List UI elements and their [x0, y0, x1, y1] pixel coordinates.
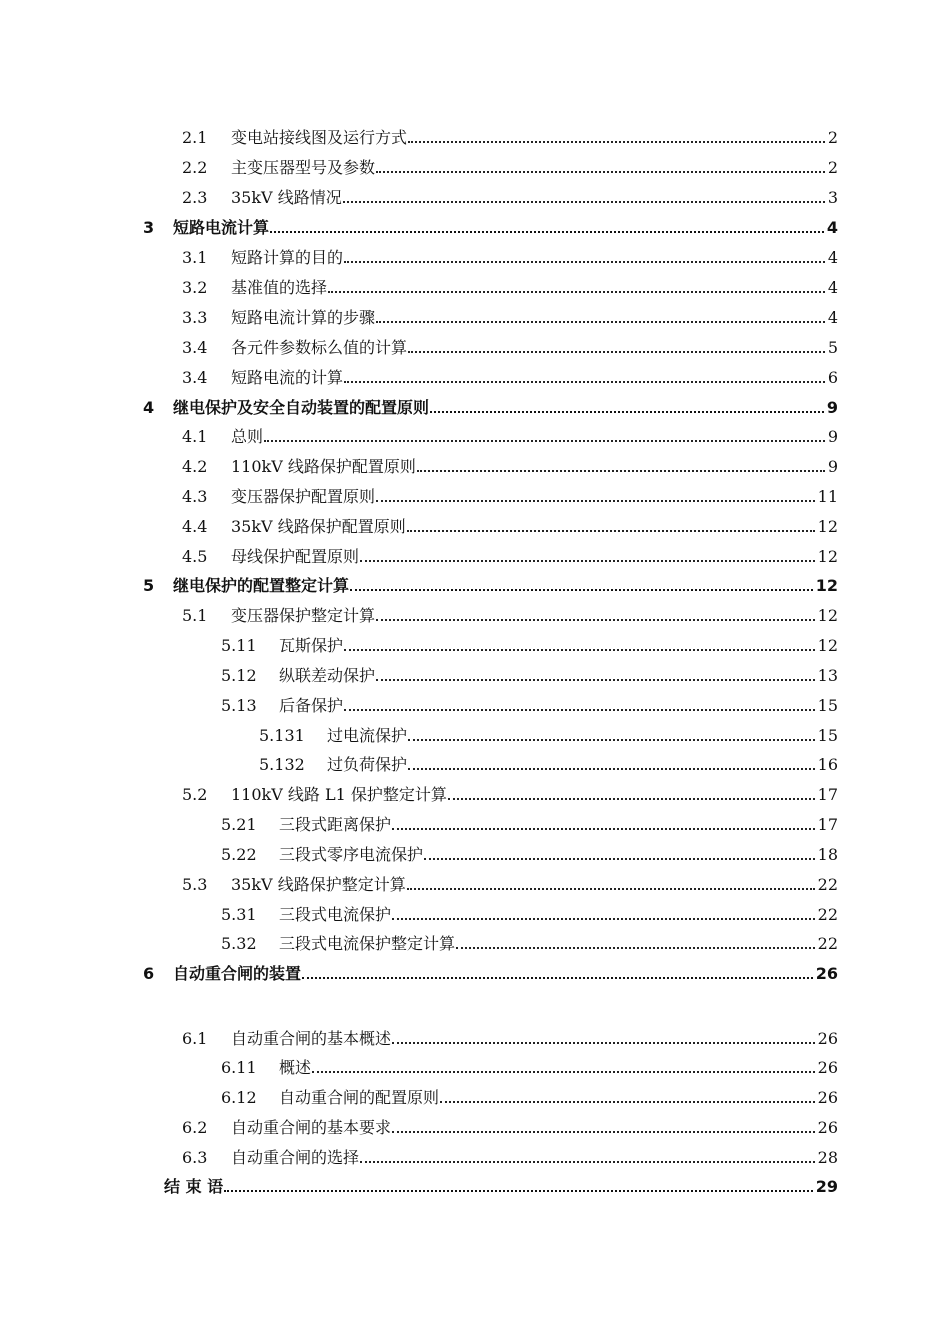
- toc-entry-number: 2.2: [182, 158, 208, 177]
- toc-entry[interactable]: [221, 632, 838, 656]
- toc-entry[interactable]: [182, 124, 838, 148]
- toc-entry-number: 3: [143, 218, 155, 237]
- toc-entry[interactable]: [182, 1114, 838, 1138]
- toc-entry-page-number: 12: [817, 547, 838, 566]
- toc-entry-page-number: 13: [817, 666, 838, 685]
- toc-entry-number: 5.21: [221, 815, 257, 834]
- toc-entry-title: 各元件参数标么值的计算: [231, 338, 408, 357]
- toc-entry-page-number: 22: [817, 875, 838, 894]
- toc-entry-page-number: 4: [827, 248, 838, 267]
- toc-dot-leader: [376, 499, 815, 502]
- toc-entry-page-number: 2: [827, 128, 838, 147]
- toc-entry[interactable]: [221, 841, 838, 865]
- toc-dot-leader: [392, 1130, 815, 1133]
- toc-entry-page-number: 12: [817, 517, 838, 536]
- toc-entry-number: 5.131: [259, 726, 305, 745]
- toc-entry-number: 5: [143, 576, 155, 595]
- toc-entry-title: 三段式零序电流保护: [279, 845, 424, 864]
- toc-entry-title: 结 束 语: [164, 1177, 224, 1196]
- toc-entry[interactable]: [182, 364, 838, 388]
- toc-entry-title: 纵联差动保护: [279, 666, 376, 685]
- toc-dot-leader: [417, 469, 825, 472]
- toc-dot-leader: [360, 1160, 815, 1163]
- toc-entry-number: 2.1: [182, 128, 208, 147]
- toc-entry-number: 3.3: [182, 308, 208, 327]
- toc-entry[interactable]: [164, 1173, 838, 1197]
- toc-entry[interactable]: [182, 1025, 838, 1049]
- toc-entry-number: 5.11: [221, 636, 257, 655]
- toc-entry-number: 6: [143, 964, 155, 983]
- toc-entry-number: 5.12: [221, 666, 257, 685]
- toc-entry-title: 变压器保护整定计算: [231, 606, 376, 625]
- toc-dot-leader: [376, 170, 825, 173]
- toc-entry-page-number: 22: [817, 905, 838, 924]
- toc-entry[interactable]: [182, 184, 838, 208]
- toc-entry-title: 110kV 线路 L1 保护整定计算: [231, 785, 447, 804]
- toc-entry-page-number: 15: [817, 726, 838, 745]
- toc-entry-number: 4: [143, 398, 155, 417]
- toc-dot-leader: [408, 767, 815, 770]
- toc-entry-number: 3.2: [182, 278, 208, 297]
- toc-entry-title: 过电流保护: [327, 726, 408, 745]
- toc-entry-number: 5.132: [259, 755, 305, 774]
- toc-dot-leader: [456, 946, 815, 949]
- toc-entry-number: 3.1: [182, 248, 208, 267]
- toc-dot-leader: [376, 618, 815, 621]
- toc-entry-number: 3.4: [182, 368, 208, 387]
- toc-entry[interactable]: [221, 692, 838, 716]
- toc-entry-page-number: 17: [817, 785, 838, 804]
- toc-entry-page-number: 5: [827, 338, 838, 357]
- toc-entry-page-number: 4: [826, 218, 838, 237]
- toc-entry-title: 继电保护的配置整定计算: [173, 576, 350, 595]
- toc-entry-number: 4.1: [182, 427, 208, 446]
- toc-dot-leader: [408, 738, 815, 741]
- toc-entry-number: 4.5: [182, 547, 208, 566]
- toc-entry-page-number: 12: [817, 636, 838, 655]
- toc-entry-number: 4.3: [182, 487, 208, 506]
- toc-entry-title: 短路电流计算的步骤: [231, 308, 376, 327]
- toc-dot-leader: [392, 917, 815, 920]
- toc-entry-number: 6.3: [182, 1148, 208, 1167]
- toc-entry-title: 瓦斯保护: [279, 636, 344, 655]
- toc-entry-number: 5.32: [221, 934, 257, 953]
- toc-entry-page-number: 26: [817, 1029, 838, 1048]
- toc-entry-page-number: 12: [815, 576, 838, 595]
- toc-entry-title: 自动重合闸的基本概述: [231, 1029, 392, 1048]
- toc-entry-title: 总则: [231, 427, 264, 446]
- toc-entry-page-number: 16: [817, 755, 838, 774]
- toc-entry-page-number: 29: [815, 1177, 838, 1196]
- toc-entry-page-number: 22: [817, 934, 838, 953]
- toc-entry-page-number: 28: [817, 1148, 838, 1167]
- toc-entry[interactable]: [143, 214, 838, 238]
- toc-entry-number: 5.2: [182, 785, 208, 804]
- toc-entry-number: 5.22: [221, 845, 257, 864]
- toc-dot-leader: [224, 1189, 813, 1192]
- toc-dot-leader: [392, 827, 815, 830]
- toc-entry-title: 基准值的选择: [231, 278, 328, 297]
- toc-dot-leader: [440, 1100, 815, 1103]
- toc-entry[interactable]: [182, 543, 838, 567]
- toc-entry[interactable]: [221, 662, 838, 686]
- toc-entry-title: 110kV 线路保护配置原则: [231, 457, 416, 476]
- toc-entry[interactable]: [143, 394, 838, 418]
- toc-entry[interactable]: [143, 960, 838, 984]
- toc-entry-title: 三段式电流保护整定计算: [279, 934, 456, 953]
- toc-entry-page-number: 15: [817, 696, 838, 715]
- toc-dot-leader: [312, 1070, 815, 1073]
- toc-entry-number: 5.1: [182, 606, 208, 625]
- toc-entry-number: 5.31: [221, 905, 257, 924]
- toc-entry-title: 变电站接线图及运行方式: [231, 128, 408, 147]
- toc-dot-leader: [344, 708, 815, 711]
- toc-entry-page-number: 26: [817, 1058, 838, 1077]
- toc-entry[interactable]: [182, 154, 838, 178]
- toc-entry-number: 6.2: [182, 1118, 208, 1137]
- toc-entry[interactable]: [221, 811, 838, 835]
- toc-entry-number: 6.1: [182, 1029, 208, 1048]
- toc-entry[interactable]: [182, 871, 838, 895]
- toc-entry-page-number: 2: [827, 158, 838, 177]
- toc-entry[interactable]: [182, 602, 838, 626]
- toc-entry-title: 35kV 线路保护整定计算: [231, 875, 406, 894]
- toc-entry[interactable]: [182, 244, 838, 268]
- toc-entry[interactable]: [221, 1054, 838, 1078]
- toc-dot-leader: [344, 648, 815, 651]
- toc-entry[interactable]: [182, 453, 838, 477]
- toc-entry-page-number: 26: [817, 1088, 838, 1107]
- toc-dot-leader: [392, 1041, 815, 1044]
- toc-dot-leader: [448, 797, 815, 800]
- toc-entry[interactable]: [182, 423, 838, 447]
- toc-entry-page-number: 17: [817, 815, 838, 834]
- toc-entry-title: 三段式电流保护: [279, 905, 392, 924]
- toc-entry[interactable]: [182, 304, 838, 328]
- toc-entry-number: 3.4: [182, 338, 208, 357]
- toc-entry-title: 继电保护及安全自动装置的配置原则: [173, 398, 430, 417]
- toc-entry[interactable]: [182, 513, 838, 537]
- toc-entry-title: 变压器保护配置原则: [231, 487, 376, 506]
- toc-entry[interactable]: [221, 930, 838, 954]
- toc-entry-title: 自动重合闸的基本要求: [231, 1118, 392, 1137]
- toc-entry-number: 5.13: [221, 696, 257, 715]
- toc-entry-number: 6.11: [221, 1058, 257, 1077]
- toc-entry[interactable]: [259, 751, 838, 775]
- toc-entry-number: 5.3: [182, 875, 208, 894]
- toc-entry[interactable]: [143, 572, 838, 596]
- toc-dot-leader: [350, 588, 813, 591]
- toc-entry-number: 4.2: [182, 457, 208, 476]
- toc-entry-title: 短路电流的计算: [231, 368, 344, 387]
- toc-entry-page-number: 9: [826, 398, 838, 417]
- toc-entry[interactable]: [221, 1084, 838, 1108]
- toc-dot-leader: [344, 380, 825, 383]
- toc-entry-number: 4.4: [182, 517, 208, 536]
- toc-dot-leader: [264, 439, 825, 442]
- toc-entry-title: 自动重合闸的选择: [231, 1148, 360, 1167]
- toc-entry-page-number: 9: [827, 457, 838, 476]
- toc-dot-leader: [302, 976, 813, 979]
- toc-entry[interactable]: [182, 334, 838, 358]
- toc-entry-page-number: 4: [827, 278, 838, 297]
- toc-entry-page-number: 9: [827, 427, 838, 446]
- toc-entry-title: 后备保护: [279, 696, 344, 715]
- toc-dot-leader: [360, 559, 815, 562]
- toc-dot-leader: [328, 290, 825, 293]
- toc-entry-page-number: 18: [817, 845, 838, 864]
- toc-dot-leader: [408, 350, 825, 353]
- toc-dot-leader: [343, 200, 825, 203]
- toc-entry-title: 短路计算的目的: [231, 248, 344, 267]
- toc-dot-leader: [424, 857, 815, 860]
- toc-entry-page-number: 3: [827, 188, 838, 207]
- toc-entry-title: 自动重合闸的装置: [173, 964, 302, 983]
- toc-entry-title: 35kV 线路保护配置原则: [231, 517, 406, 536]
- toc-entry-page-number: 6: [827, 368, 838, 387]
- toc-dot-leader: [407, 529, 815, 532]
- toc-entry[interactable]: [259, 722, 838, 746]
- toc-entry-page-number: 12: [817, 606, 838, 625]
- toc-entry-title: 概述: [279, 1058, 312, 1077]
- toc-entry-page-number: 26: [815, 964, 838, 983]
- toc-entry-title: 35kV 线路情况: [231, 188, 342, 207]
- toc-entry[interactable]: [182, 483, 838, 507]
- toc-entry-title: 自动重合闸的配置原则: [279, 1088, 440, 1107]
- toc-entry-title: 三段式距离保护: [279, 815, 392, 834]
- toc-dot-leader: [376, 678, 815, 681]
- toc-entry-title: 主变压器型号及参数: [231, 158, 376, 177]
- toc-entry-title: 过负荷保护: [327, 755, 408, 774]
- toc-entry[interactable]: [221, 901, 838, 925]
- toc-entry-number: 6.12: [221, 1088, 257, 1107]
- toc-dot-leader: [270, 230, 824, 233]
- toc-entry[interactable]: [182, 781, 838, 805]
- toc-entry[interactable]: [182, 1144, 838, 1168]
- toc-entry-title: 母线保护配置原则: [231, 547, 360, 566]
- toc-dot-leader: [430, 410, 824, 413]
- toc-dot-leader: [376, 320, 825, 323]
- toc-entry-title: 短路电流计算: [173, 218, 270, 237]
- toc-dot-leader: [344, 260, 825, 263]
- toc-entry-number: 2.3: [182, 188, 208, 207]
- toc-dot-leader: [407, 887, 815, 890]
- toc-entry-page-number: 4: [827, 308, 838, 327]
- toc-dot-leader: [408, 140, 825, 143]
- toc-entry-page-number: 11: [817, 487, 838, 506]
- toc-entry-page-number: 26: [817, 1118, 838, 1137]
- toc-entry[interactable]: [182, 274, 838, 298]
